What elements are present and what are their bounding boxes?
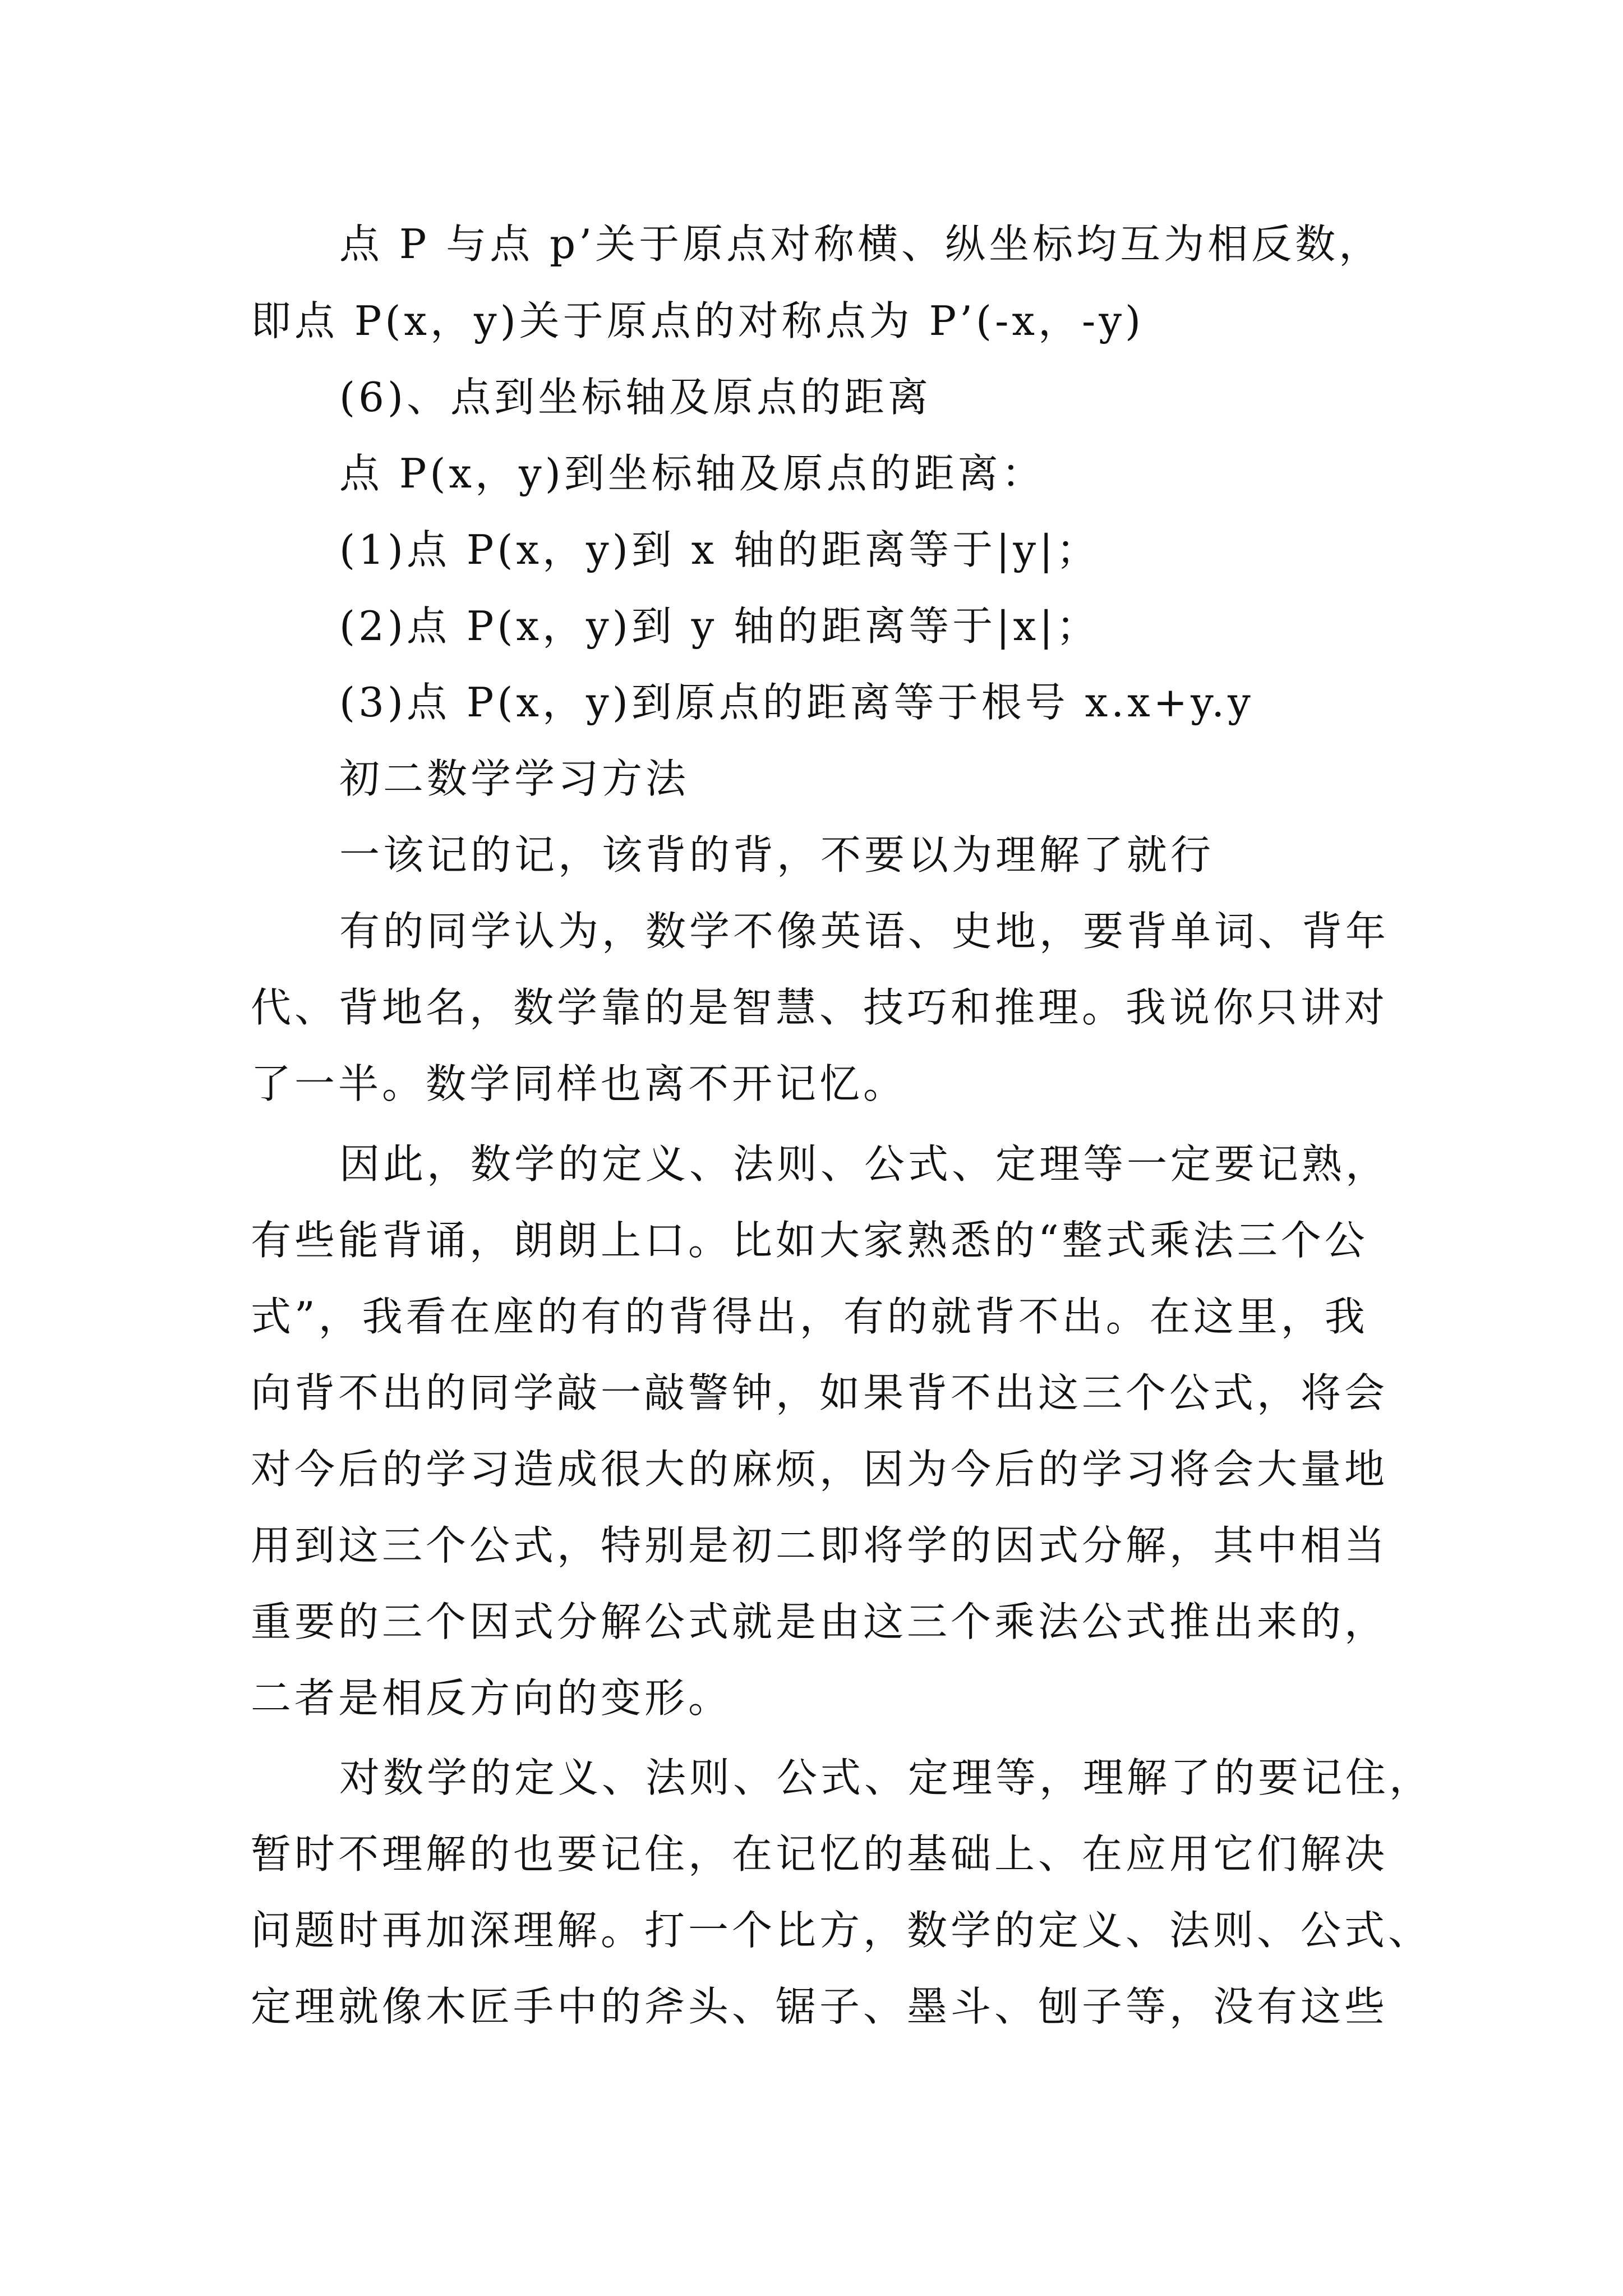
text-line: 定理就像木匠手中的斧头、锯子、墨斗、刨子等，没有这些 [251, 1983, 1389, 2030]
text-line: (3)点 P(x，y)到原点的距离等于根号 x.x+y.y [339, 679, 1254, 726]
text-line: 对今后的学习造成很大的麻烦，因为今后的学习将会大量地 [251, 1446, 1389, 1493]
text-line: 问题时再加深理解。打一个比方，数学的定义、法则、公式、 [251, 1907, 1432, 1954]
text-line: 式”，我看在座的有的背得出，有的就背不出。在这里，我 [251, 1293, 1368, 1340]
text-line: 向背不出的同学敲一敲警钟，如果背不出这三个公式，将会 [251, 1369, 1389, 1416]
section-heading: 初二数学学习方法 [339, 755, 690, 802]
text-line: 有些能背诵，朗朗上口。比如大家熟悉的“整式乘法三个公 [251, 1217, 1368, 1264]
text-line: 对数学的定义、法则、公式、定理等，理解了的要记住， [339, 1754, 1433, 1801]
text-line: 即点 P(x，y)关于原点的对称点为 P’(-x，-y) [251, 297, 1145, 344]
text-line: 点 P 与点 p’关于原点对称横、纵坐标均互为相反数， [339, 220, 1383, 268]
text-line: (2)点 P(x，y)到 y 轴的距离等于|x|； [339, 602, 1100, 650]
text-line: 有的同学认为，数学不像英语、史地，要背单词、背年 [339, 908, 1390, 955]
text-line: 点 P(x，y)到坐标轴及原点的距离： [339, 450, 1045, 497]
text-line: 二者是相反方向的变形。 [251, 1674, 732, 1722]
text-line: 因此，数学的定义、法则、公式、定理等一定要记熟， [339, 1140, 1390, 1188]
text-line: 了一半。数学同样也离不开记忆。 [251, 1060, 907, 1107]
text-line: (1)点 P(x，y)到 x 轴的距离等于|y|； [339, 526, 1100, 573]
text-line: 重要的三个因式分解公式就是由这三个乘法公式推出来的， [251, 1598, 1389, 1645]
subheading: 一该记的记，该背的背，不要以为理解了就行 [339, 831, 1215, 878]
text-line: 用到这三个公式，特别是初二即将学的因式分解，其中相当 [251, 1522, 1389, 1569]
text-line: 代、背地名，数学靠的是智慧、技巧和推理。我说你只讲对 [251, 984, 1389, 1031]
text-line: 暂时不理解的也要记住，在记忆的基础上、在应用它们解决 [251, 1830, 1389, 1878]
text-line: (6)、点到坐标轴及原点的距离 [339, 374, 932, 421]
